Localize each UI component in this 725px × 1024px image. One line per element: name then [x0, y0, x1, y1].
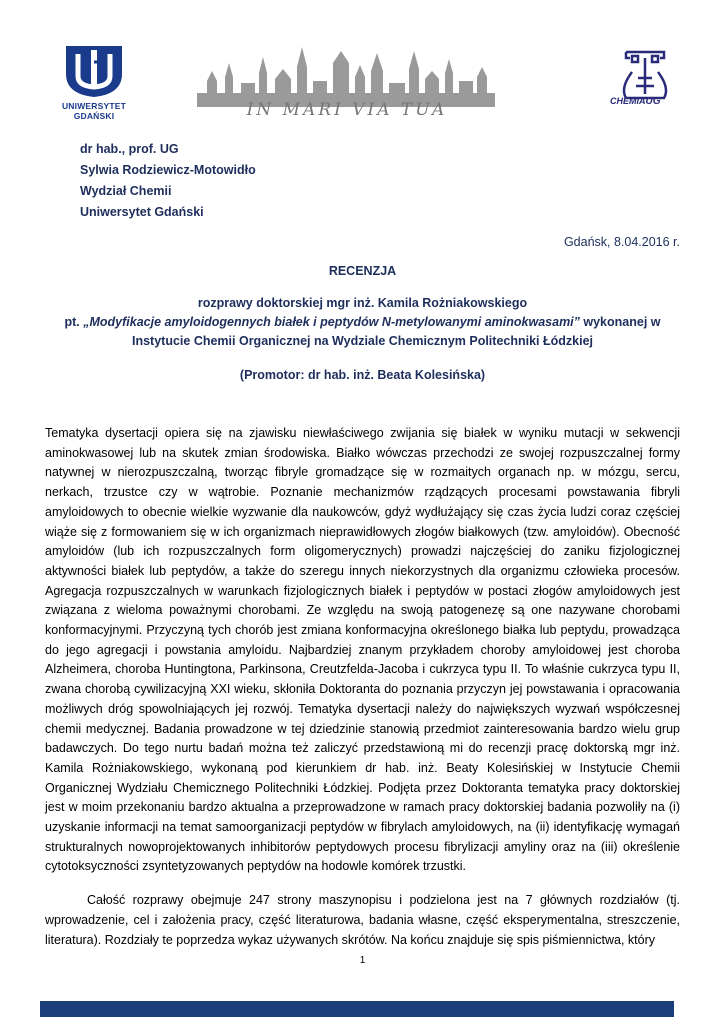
thesis-title-block — [40, 294, 685, 351]
paragraph: Tematyka dysertacji opiera się na zjawisku niewłaściwego zwijania się białek w wyniku mutacji w sekwencji aminokwasowej lub na skutek zmian środowiska. Białko wówczas przechodzi ze swojej rozpuszczalnej formy natywnej w nierozpuszczalną, tworząc fibryle gromadzące się w rozmaitych organach np. w mózgu, sercu, nerkach, trzustce czy w wątrobie. Poznanie mechanizmów rządzących procesami powstawania fibryli amyloidowych to obecnie wielkie wyzwanie dla naukowców, gdyż wydłużający się czas życia ludzi coraz częściej wiąże się z formowaniem się w ich organizmach nieprawidłowych złogów białkowych (tzw. amyloidów). Obecność amyloidów (lub ich rozpuszczalnych form oligomerycznych) prowadzi najczęściej do zaniku fizjologicznej aktywności białek lub peptydów, a także do szeregu innych niekorzystnych dla organizmu człowieka procesów. Agregacja rozpuszczalnych w warunkach fizjologicznych białek i peptydów w postaci złogów amyloidowych jest związana z wieloma poważnymi chorobami. Ze względu na swoją patogenezę są one nazywane chorobami konformacyjnymi. Przyczyną tych chorób jest zmiana konformacyjna określonego białka lub peptydu, prowadząca do jego agregacji i powstania amyloidu. Najbardziej znanym przykładem choroby amyloidowej jest choroba Alzheimera, choroba Huntingtona, Parkinsona, Creutzfelda-Jacoba i cukrzyca typu II. To właśnie cukrzyca typu II, zwana chorobą cywilizacyjną XXI wieku, skłoniła Doktoranta do poznania przyczyn jej powstawania i opracowania możliwych dróg spowolniających jej rozwój. Tematyka dysertacji należy do największych wyzwań współczesnej chemii medycznej. Badania prowadzone w tej dziedzinie stanowią przedmiot zainteresowania bardzo wielu grup badawczych. Do tego nurtu badań można też zaliczyć przedstawioną mi do recenzji pracę doktorską mgr inż. Kamila Rożniakowskiego, wykonaną pod kierunkiem dr hab. inż. Beaty Kolesińskiej w Instytucie Chemii Organicznej Wydziału Chemicznego Politechniki Łódzkiej. Podjęta przez Doktoranta tematyka pracy doktorskiej jest w moim przekonaniu bardzo aktualna a przeprowadzone w ramach pracy doktorskiej badania pozwoliły na (i) uzyskanie informacji na temat samoorganizacji peptydów w fibrylach amyloidowych, na (ii) identyfikację wymagań strukturalnych nowoprojektowanych inhibitorów peptydowych procesu fibrylizacji amyliny oraz na (iii) określenie cytotoksyczności zsyntetyzowanych peptydów na hodowle komórek trzustki. — [45, 426, 680, 874]
chemistry-label-prefix: CHEMIA — [610, 96, 646, 106]
letterhead — [0, 0, 725, 125]
chemistry-label-suffix: UG — [645, 96, 661, 107]
author-degree: dr hab., prof. UG — [80, 142, 179, 156]
footer-bar — [40, 1001, 674, 1017]
author-block — [80, 139, 256, 223]
paragraph: Całość rozprawy obejmuje 247 strony maszynopisu i podzielona jest na 7 głównych rozdziałów (tj. wprowadzenie, cel i założenia pracy, część literaturowa, badania własne, część eksperymentalna, streszczenie, literatura). Rozdziały te poprzedza wykaz używanych skrótów. Na końcu znajduje się spis piśmiennictwa, który — [45, 893, 680, 947]
promotor-line: (Promotor: dr hab. inż. Beata Kolesińska) — [239, 368, 486, 382]
university-label: UNIWERSYTET GDAŃSKI — [61, 101, 127, 121]
title-prefix: pt. — [64, 315, 84, 329]
chemistry-label — [610, 96, 690, 107]
page-number: 1 — [359, 955, 366, 966]
thesis-title: „Modyfikacje amyloidogennych białek i peptydów N-metylowanymi aminokwasami” — [83, 315, 580, 329]
author-faculty: Wydział Chemii — [80, 184, 172, 198]
review-body — [45, 424, 680, 950]
review-subtitle: rozprawy doktorskiej mgr inż. Kamila Rożniakowskiego — [197, 296, 528, 310]
ug-shield-icon — [64, 44, 124, 98]
university-logo — [48, 44, 140, 121]
author-university: Uniwersytet Gdański — [80, 205, 204, 219]
motto: IN MARI VIA TUA — [246, 100, 448, 120]
document-date: Gdańsk, 8.04.2016 r. — [563, 235, 680, 249]
title-suffix: wykonanej w Instytucie Chemii Organicznej na Wydziale Chemicznym Politechniki Łódzkiej — [132, 315, 661, 348]
review-heading: RECENZJA — [328, 264, 397, 278]
author-name: Sylwia Rodziewicz-Motowidło — [80, 163, 256, 177]
